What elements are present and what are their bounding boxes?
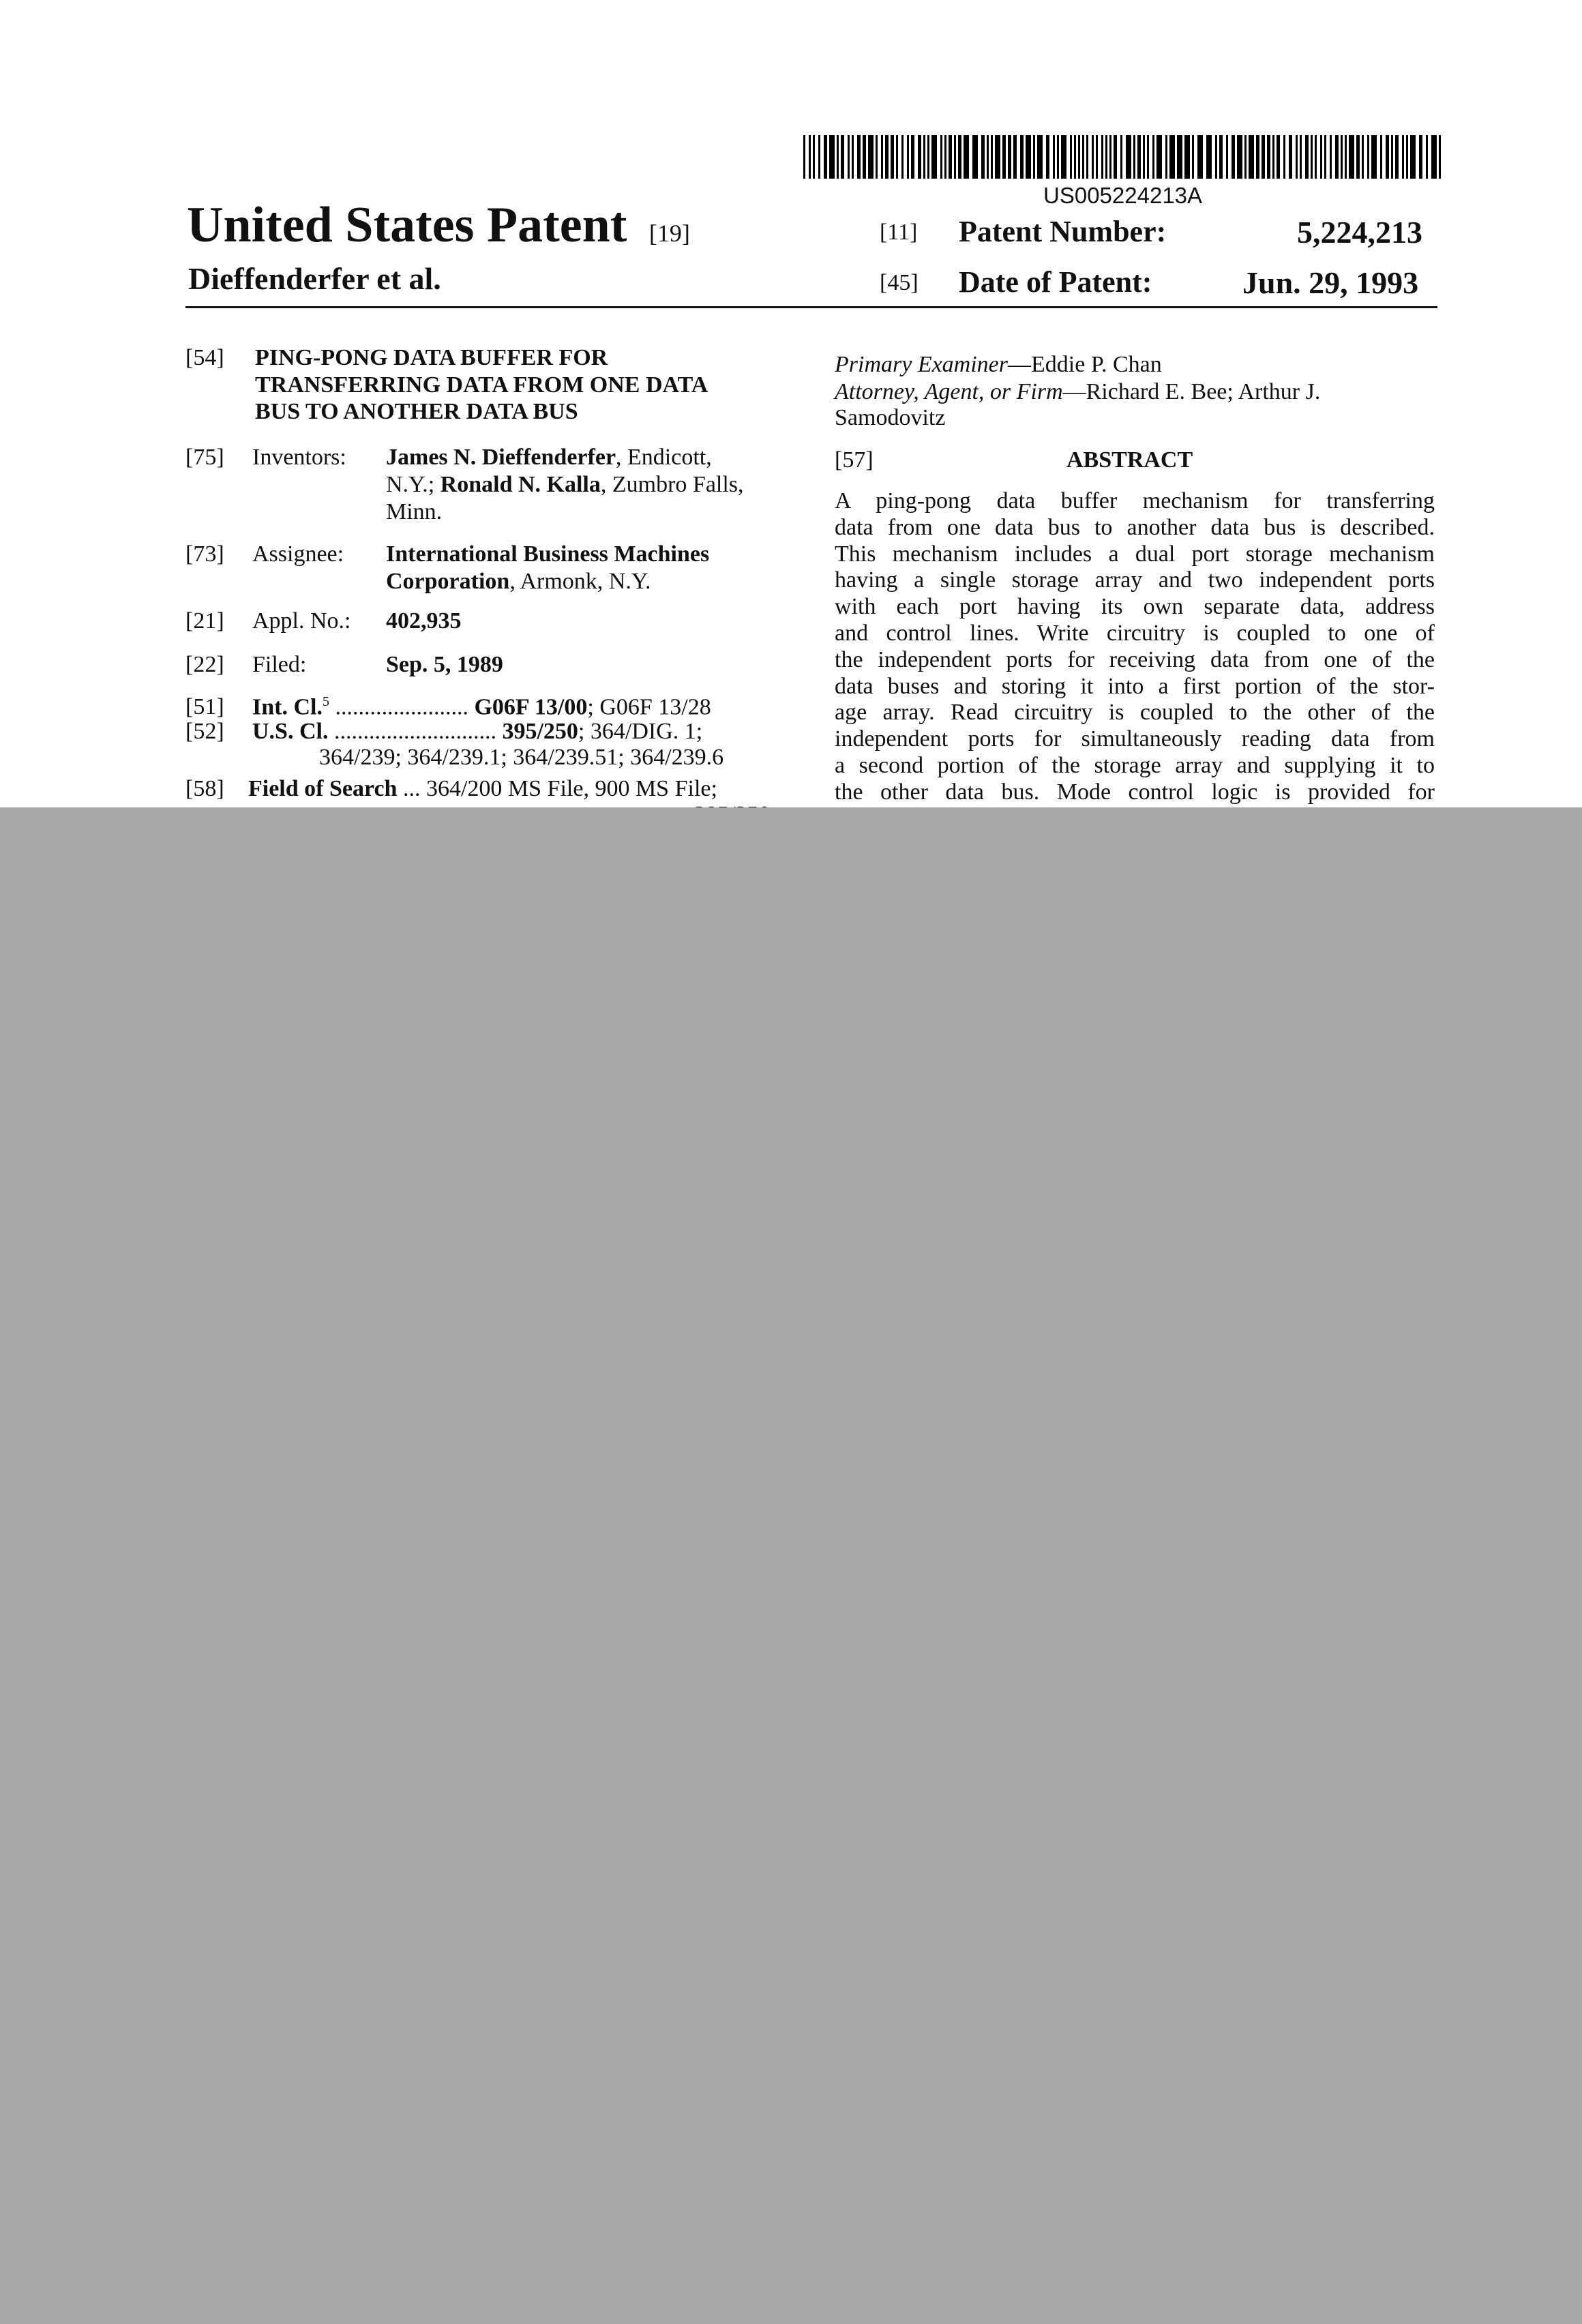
- date-of-patent: Jun. 29, 1993: [1242, 265, 1419, 300]
- intcl-value: G06F 13/00: [474, 694, 588, 720]
- barcode-bar: [991, 135, 993, 179]
- barcode-bar: [923, 135, 925, 179]
- barcode-bar: [829, 135, 835, 179]
- barcode-bar: [837, 135, 839, 179]
- barcode-bar: [1219, 135, 1223, 179]
- inventor-1-name: James N. Dieffenderfer: [386, 445, 616, 470]
- abstract-line: the other data bus. Mode control logic is provided for: [835, 779, 1435, 805]
- assignee-name-1: International Business Machines: [386, 541, 710, 567]
- patent-number-code: [11]: [880, 220, 918, 245]
- barcode-bar: [1272, 135, 1274, 179]
- barcode-bar: [848, 135, 850, 179]
- barcode-bar: [1305, 135, 1309, 179]
- barcode-bar: [1296, 135, 1298, 179]
- barcode-bar: [1008, 135, 1011, 179]
- barcode-bar: [1431, 135, 1437, 179]
- abstract-line: a second portion of the storage array and supplying it to: [835, 753, 1435, 778]
- examiner-label: Primary Examiner: [835, 352, 1009, 377]
- filed-label: Filed:: [252, 652, 307, 677]
- barcode-bar: [1147, 135, 1149, 179]
- barcode-bar: [1177, 135, 1182, 179]
- barcode-bar: [1256, 135, 1259, 179]
- barcode-bar: [987, 135, 989, 179]
- abstract-line: A ping-pong data buffer mechanism for transferring: [835, 488, 1435, 513]
- barcode-bar: [1237, 135, 1242, 179]
- barcode-bar: [940, 135, 942, 179]
- patent-number-label: Patent Number:: [959, 215, 1167, 248]
- barcode-bar: [1206, 135, 1212, 179]
- appl-number: 402,935: [386, 608, 462, 634]
- inventor-2-place-2: Minn.: [386, 499, 443, 524]
- barcode-bar: [1037, 135, 1043, 179]
- barcode-bar: [1192, 135, 1194, 179]
- header-rule: [185, 306, 1437, 308]
- invention-title-line-2: TRANSFERRING DATA FROM ONE DATA: [255, 372, 708, 398]
- abstract-line: This mechanism includes a dual port storage mechanism: [835, 541, 1435, 567]
- inventors-code: [75]: [185, 445, 224, 470]
- barcode-bar: [1197, 135, 1203, 179]
- barcode-bar: [881, 135, 883, 179]
- filed-date: Sep. 5, 1989: [386, 652, 503, 677]
- barcode-bar: [885, 135, 889, 179]
- abstract-line: independent ports for simultaneously reading data from: [835, 726, 1435, 752]
- uscl-line-2: 364/239; 364/239.1; 364/239.51; 364/239.6: [319, 745, 724, 770]
- barcode-bar: [1402, 135, 1404, 179]
- inventor-2: [386, 472, 744, 498]
- barcode-bar: [1096, 135, 1098, 179]
- barcode-bar: [1380, 135, 1382, 179]
- barcode-bar: [1410, 135, 1416, 179]
- barcode-bar: [995, 135, 1000, 179]
- barcode-bar: [1092, 135, 1094, 179]
- barcode-bar: [1386, 135, 1389, 179]
- barcode-number: US005224213A: [1043, 183, 1203, 208]
- barcode-bar: [1289, 135, 1292, 179]
- uscl-dots: ............................: [328, 719, 496, 744]
- redacted-region: [0, 807, 1582, 2324]
- barcode-bar: [1249, 135, 1254, 179]
- barcode-bar: [1439, 135, 1441, 179]
- patent-office-title: [187, 196, 690, 254]
- barcode-bar: [1341, 135, 1343, 179]
- barcode-bar: [907, 135, 909, 179]
- uscl-code: [52]: [185, 719, 224, 744]
- assignee-place: , Armonk, N.Y.: [509, 569, 651, 594]
- uscl-value: 395/250: [502, 719, 578, 744]
- barcode-bar: [1143, 135, 1145, 179]
- barcode-bar: [1267, 135, 1270, 179]
- barcode-bar: [824, 135, 827, 179]
- barcode-bar: [1057, 135, 1059, 179]
- patent-number: 5,224,213: [1297, 215, 1422, 250]
- barcode-bar: [1020, 135, 1024, 179]
- barcode-bar: [1262, 135, 1265, 179]
- abstract-line: with each port having its own separate data, address: [835, 594, 1435, 620]
- abstract-line: and control lines. Write circuitry is coupled to one of: [835, 621, 1435, 646]
- attorney-name: —Richard E. Bee; Arthur J.: [1062, 379, 1321, 404]
- intcl-code: [51]: [185, 694, 224, 719]
- barcode-bar: [1086, 135, 1088, 179]
- inventors-short: Dieffenderfer et al.: [188, 261, 441, 296]
- barcode-bar: [809, 135, 811, 179]
- barcode-bar: [896, 135, 898, 179]
- intcl-dots: .......................: [329, 694, 468, 720]
- field-value: ... 364/200 MS File, 900 MS File;: [397, 776, 717, 801]
- abstract-line: the independent ports for receiving data from one of the: [835, 646, 1435, 672]
- barcode-bar: [891, 135, 894, 179]
- barcode-bar: [1232, 135, 1235, 179]
- examiner-name: —Eddie P. Chan: [1008, 352, 1162, 377]
- title-code: [19]: [648, 220, 690, 247]
- barcode-bar: [1082, 135, 1084, 179]
- barcode-bar: [1315, 135, 1317, 179]
- inventor-2-place: , Zumbro Falls,: [600, 472, 744, 497]
- date-label: Date of Patent:: [959, 265, 1152, 299]
- intcl-sup: 5: [322, 694, 329, 709]
- barcode-bar: [1330, 135, 1332, 179]
- abstract-code: [57]: [835, 447, 874, 473]
- barcode-bar: [1419, 135, 1422, 179]
- barcode-bar: [981, 135, 985, 179]
- barcode-bar: [1165, 135, 1167, 179]
- barcode-bar: [841, 135, 844, 179]
- barcode-bar: [927, 135, 929, 179]
- barcode-bar: [803, 135, 805, 179]
- abstract-line: age array. Read circuitry is coupled to the other of the: [835, 700, 1435, 726]
- barcode-bar: [911, 135, 914, 179]
- barcode-bar: [857, 135, 861, 179]
- primary-examiner: [835, 352, 1162, 378]
- uscl-row: [252, 719, 702, 745]
- barcode-bar: [958, 135, 961, 179]
- intcl-row: [252, 694, 711, 720]
- abstract-line: data from one data bus to another data bus is described.: [835, 514, 1435, 540]
- barcode-bar: [876, 135, 878, 179]
- title-text: United States Patent: [187, 197, 627, 253]
- barcode-bar: [1300, 135, 1302, 179]
- barcode-bar: [1070, 135, 1072, 179]
- barcode-bar: [1362, 135, 1364, 179]
- barcode-bar: [1120, 135, 1122, 179]
- barcode-bar: [1395, 135, 1399, 179]
- invention-title-line-3: BUS TO ANOTHER DATA BUS: [255, 399, 578, 424]
- barcode-bar: [1215, 135, 1217, 179]
- inventors-label: Inventors:: [252, 445, 346, 470]
- barcode-bar: [1105, 135, 1107, 179]
- barcode-bar: [1126, 135, 1131, 179]
- barcode-bar: [1244, 135, 1247, 179]
- barcode-bar: [1277, 135, 1280, 179]
- assignee-name-2: [386, 569, 651, 595]
- abstract-heading: ABSTRACT: [1066, 447, 1193, 473]
- barcode-bar: [1152, 135, 1154, 179]
- inventor-2-prefix: N.Y.;: [386, 472, 441, 497]
- appl-label: Appl. No.:: [252, 608, 351, 634]
- barcode-bar: [1061, 135, 1066, 179]
- barcode-bar: [944, 135, 946, 179]
- barcode-bar: [1335, 135, 1339, 179]
- barcode-bar: [868, 135, 874, 179]
- barcode-bar: [954, 135, 956, 179]
- filed-code: [22]: [185, 652, 224, 677]
- date-code: [45]: [880, 270, 919, 295]
- attorney-name-2: Samodovitz: [835, 405, 946, 430]
- uscl-label: U.S. Cl.: [252, 719, 329, 744]
- barcode-bar: [1406, 135, 1408, 179]
- barcode-bar: [1283, 135, 1285, 179]
- assignee-corp: Corporation: [386, 569, 510, 594]
- barcode-bar: [1156, 135, 1162, 179]
- appl-code: [21]: [185, 608, 224, 634]
- attorney: [835, 379, 1320, 405]
- barcode-bar: [901, 135, 904, 179]
- barcode-bar: [1078, 135, 1080, 179]
- barcode-bar: [1320, 135, 1322, 179]
- attorney-label: Attorney, Agent, or Firm: [835, 379, 1063, 404]
- uscl-value-2: ; 364/DIG. 1;: [578, 719, 703, 744]
- inventor-2-name: Ronald N. Kalla: [440, 472, 601, 497]
- barcode-bar: [972, 135, 978, 179]
- barcode-bar: [1426, 135, 1428, 179]
- barcode-bar: [1226, 135, 1228, 179]
- barcode-bar: [1133, 135, 1135, 179]
- barcode-bar: [1114, 135, 1117, 179]
- barcode-bar: [1356, 135, 1360, 179]
- assignee-label: Assignee:: [252, 541, 344, 567]
- barcode-bar: [1013, 135, 1017, 179]
- barcode-bar: [949, 135, 952, 179]
- assignee-code: [73]: [185, 541, 224, 567]
- barcode-bar: [1367, 135, 1369, 179]
- field-row: [248, 776, 717, 802]
- barcode-bar: [1101, 135, 1103, 179]
- barcode-bar: [1349, 135, 1354, 179]
- field-code: [58]: [185, 776, 224, 801]
- barcode-bar: [1137, 135, 1141, 179]
- intcl-label: Int. Cl.: [252, 694, 323, 720]
- barcode-bar: [1053, 135, 1055, 179]
- barcode-bar: [852, 135, 854, 179]
- barcode-bar: [818, 135, 820, 179]
- barcode-bar: [1074, 135, 1076, 179]
- barcode-bar: [1324, 135, 1326, 179]
- inventor-1-place: , Endicott,: [616, 445, 712, 470]
- intcl-value-2: ; G06F 13/28: [587, 694, 711, 720]
- barcode-bar: [964, 135, 969, 179]
- barcode-bar: [863, 135, 866, 179]
- barcode-bar: [1033, 135, 1035, 179]
- barcode-bar: [1046, 135, 1049, 179]
- abstract-line: data buses and storing it into a first portion of the stor-: [835, 673, 1435, 699]
- barcode-bar: [1311, 135, 1313, 179]
- abstract-line: having a single storage array and two independent ports: [835, 567, 1435, 593]
- barcode-bar: [1345, 135, 1347, 179]
- field-label: Field of Search: [248, 776, 398, 801]
- title-code-54: [54]: [185, 345, 224, 370]
- inventor-1: [386, 445, 712, 471]
- barcode-bar: [1371, 135, 1377, 179]
- barcode-bar: [1026, 135, 1031, 179]
- barcode: [803, 135, 1442, 179]
- barcode-bar: [1002, 135, 1006, 179]
- barcode-bar: [1169, 135, 1175, 179]
- barcode-bar: [1109, 135, 1111, 179]
- barcode-bar: [813, 135, 815, 179]
- barcode-bar: [1184, 135, 1190, 179]
- barcode-bar: [1391, 135, 1393, 179]
- barcode-bar: [918, 135, 921, 179]
- invention-title-line-1: PING-PONG DATA BUFFER FOR: [255, 345, 608, 370]
- barcode-bar: [931, 135, 937, 179]
